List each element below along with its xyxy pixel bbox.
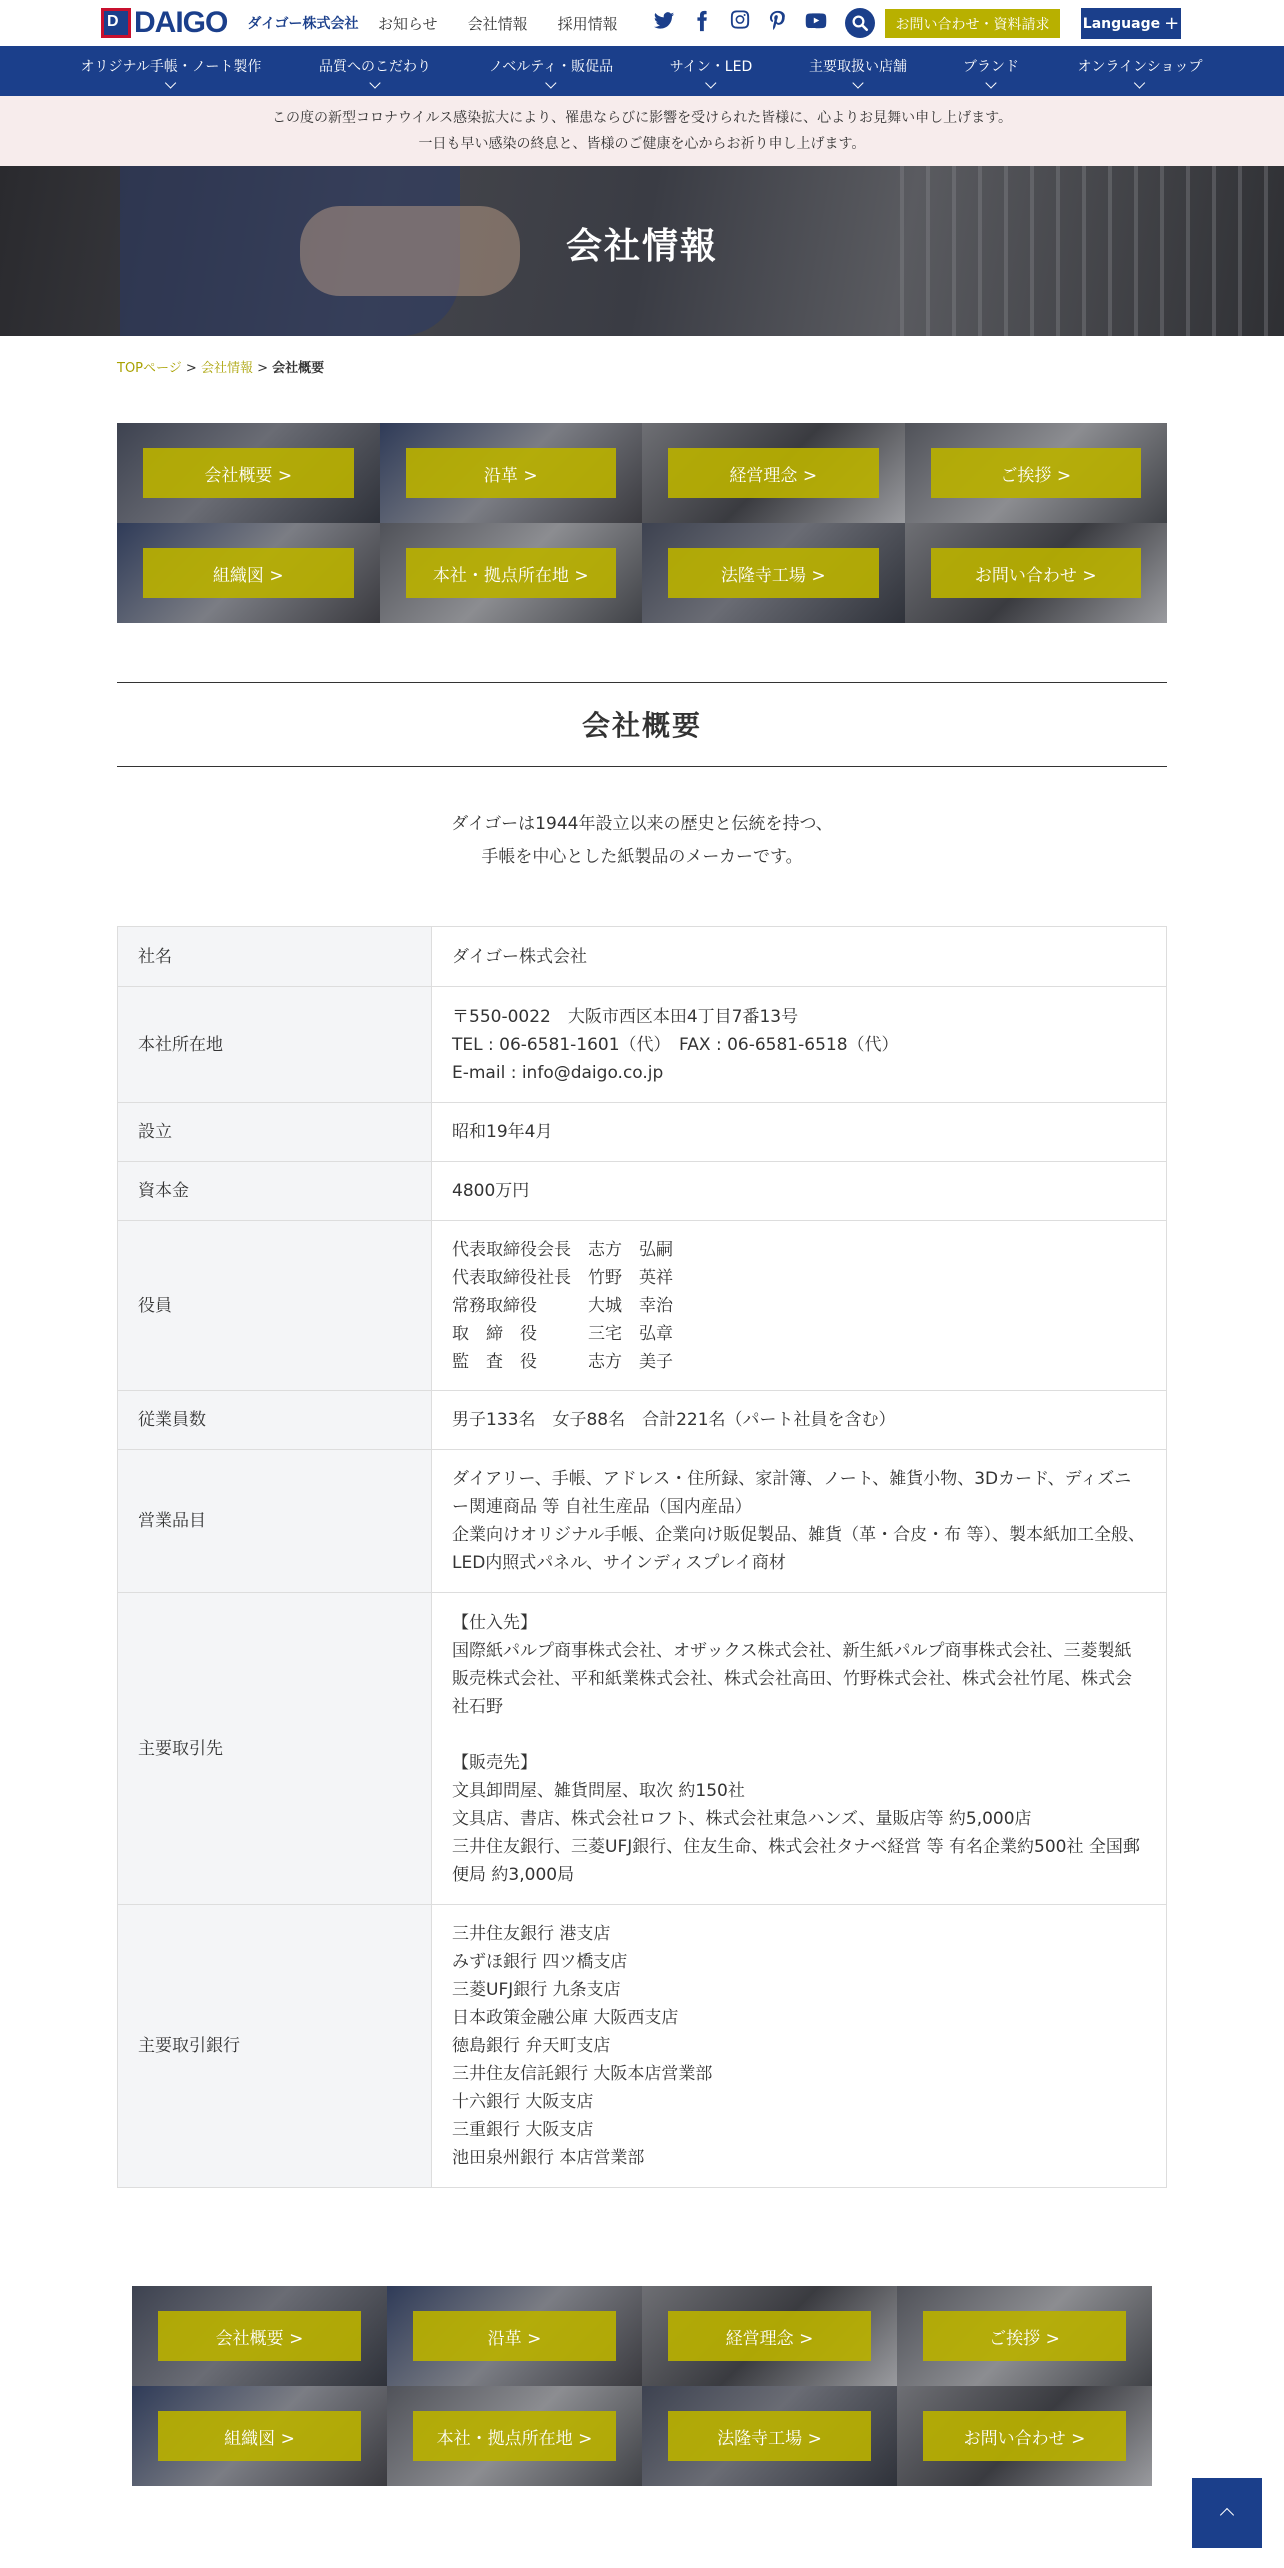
submenu-overview[interactable]: 会社概要 > — [143, 448, 354, 498]
submenu-locations[interactable]: 本社・拠点所在地 > — [406, 548, 617, 598]
hero-banner — [0, 166, 1284, 336]
row-label: 設立 — [118, 1103, 432, 1162]
row-value: 三井住友銀行 港支店 みずほ銀行 四ツ橋支店 三菱UFJ銀行 九条支店 日本政策金融公庫 大阪西支店 徳島銀行 弁天町支店 三井住友信託銀行 大阪本店営業部 十六銀行 大阪支店 三重銀行 大阪支店 池田泉州銀行 本店営業部 — [432, 1905, 1167, 2188]
global-nav — [0, 46, 1284, 96]
row-value: 4800万円 — [432, 1162, 1167, 1221]
nav-novelty[interactable]: ノベルティ・販促品 — [489, 56, 613, 87]
company-submenu-top — [117, 423, 1167, 623]
submenu-horyuji-factory[interactable]: 法隆寺工場 > — [668, 2411, 871, 2461]
notice-line-1: この度の新型コロナウイルス感染拡大により、罹患ならびに影響を受けられた皆様に、心よりお見舞い申し上げます。 — [271, 110, 1013, 126]
chevron-down-icon — [852, 77, 863, 88]
chevron-down-icon — [545, 77, 556, 88]
row-value: 昭和19年4月 — [432, 1103, 1167, 1162]
chevron-up-icon — [1220, 2508, 1234, 2522]
facebook-icon[interactable] — [691, 10, 713, 32]
contact-button[interactable]: お問い合わせ・資料請求 — [885, 9, 1060, 38]
language-label: Language — [1082, 15, 1161, 32]
submenu-greeting[interactable]: ご挨拶 > — [931, 448, 1142, 498]
breadcrumb-home[interactable]: TOPページ — [117, 361, 182, 376]
back-to-top-button[interactable] — [1192, 2478, 1262, 2548]
row-value: 【仕入先】 国際紙パルプ商事株式会社、オザックス株式会社、新生紙パルプ商事株式会社、三菱製紙販売株式会社、平和紙業株式会社、株式会社高田、竹野株式会社、株式会社竹尾、株式会社石野 【販売先】 文具卸問屋、雑貨問屋、取次 約150社 文具店、書店、株式会社ロフト、株式会社東急ハンズ、量販店等 約5,000店 三井住友銀行、三菱UFJ銀行、住友生命、株式会社タナベ経営 等 有名企業約500社 全国郵便局 約3,000局 — [432, 1593, 1167, 1905]
top-header — [0, 0, 1284, 46]
table-row — [118, 1905, 1167, 2188]
row-value: 〒550-0022 大阪市西区本田4丁目7番13号 TEL : 06-6581-1601（代） FAX : 06-6581-6518（代） E-mail : info@daigo.co.jp — [432, 987, 1167, 1103]
row-value: 男子133名 女子88名 合計221名（パート社員を含む） — [432, 1391, 1167, 1450]
row-label: 主要取引銀行 — [118, 1905, 432, 2188]
submenu-overview[interactable]: 会社概要 > — [158, 2311, 361, 2361]
breadcrumb-current: 会社概要 — [272, 361, 325, 376]
row-label: 役員 — [118, 1221, 432, 1391]
row-value: ダイアリー、手帳、アドレス・住所録、家計簿、ノート、雑貨小物、3Dカード、ディズニー関連商品 等 自社生産品（国内産品） 企業向けオリジナル手帳、企業向け販促製品、雑貨（革・合皮・布 等）、製本紙加工全般、LED内照式パネル、サインディスプレイ商材 — [432, 1450, 1167, 1593]
submenu-horyuji-factory[interactable]: 法隆寺工場 > — [668, 548, 879, 598]
submenu-greeting[interactable]: ご挨拶 > — [923, 2311, 1126, 2361]
covid-notice — [0, 96, 1284, 166]
nav-stores[interactable]: 主要取扱い店舗 — [809, 56, 907, 87]
chevron-down-icon — [165, 77, 176, 88]
page-title: 会社情報 — [565, 226, 718, 267]
company-submenu-bottom — [132, 2286, 1152, 2486]
logo[interactable] — [101, 6, 359, 40]
top-links — [378, 13, 618, 34]
nav-quality[interactable]: 品質へのこだわり — [319, 56, 431, 87]
chevron-down-icon — [369, 77, 380, 88]
submenu-contact[interactable]: お問い合わせ > — [931, 548, 1142, 598]
section-lead: ダイゴーは1944年設立以来の歴史と伝統を持つ、 手帳を中心とした紙製品のメーカーです。 — [451, 814, 833, 867]
submenu-locations[interactable]: 本社・拠点所在地 > — [413, 2411, 616, 2461]
chevron-down-icon — [705, 77, 716, 88]
table-row — [118, 1162, 1167, 1221]
submenu-organization[interactable]: 組織図 > — [158, 2411, 361, 2461]
link-news[interactable]: お知らせ — [378, 15, 438, 33]
section-title: 会社概要 — [117, 682, 1167, 767]
search-icon — [851, 14, 869, 32]
table-row — [118, 1593, 1167, 1905]
logo-text: DAIGO — [134, 6, 228, 39]
submenu-history[interactable]: 沿革 > — [413, 2311, 616, 2361]
company-profile-table — [117, 926, 1167, 2188]
nav-brand[interactable]: ブランド — [963, 56, 1019, 87]
instagram-icon[interactable] — [729, 10, 751, 32]
nav-sign-led[interactable]: サイン・LED — [670, 56, 752, 87]
submenu-philosophy[interactable]: 経営理念 > — [668, 2311, 871, 2361]
row-label: 主要取引先 — [118, 1593, 432, 1905]
submenu-organization[interactable]: 組織図 > — [143, 548, 354, 598]
twitter-icon[interactable] — [653, 10, 675, 32]
youtube-icon[interactable] — [805, 10, 827, 32]
row-label: 本社所在地 — [118, 987, 432, 1103]
chevron-down-icon — [1134, 77, 1145, 88]
company-name: ダイゴー株式会社 — [247, 16, 359, 32]
table-row — [118, 1103, 1167, 1162]
table-row — [118, 1221, 1167, 1391]
row-value: ダイゴー株式会社 — [432, 927, 1167, 987]
pinterest-icon[interactable] — [767, 10, 789, 32]
row-value: 代表取締役会長 志方 弘嗣 代表取締役社長 竹野 英祥 常務取締役 大城 幸治 取 締 役 三宅 弘章 監 査 役 志方 美子 — [432, 1221, 1167, 1391]
search-button[interactable] — [845, 8, 875, 38]
row-label: 社名 — [118, 927, 432, 987]
breadcrumb: TOPページ > 会社情報 > 会社概要 — [117, 361, 325, 376]
breadcrumb-company[interactable]: 会社情報 — [200, 361, 253, 376]
sns-links — [653, 10, 827, 32]
table-row — [118, 987, 1167, 1103]
row-label: 営業品目 — [118, 1450, 432, 1593]
table-row — [118, 1450, 1167, 1593]
notice-line-2: 一日も早い感染の終息と、皆様のご健康を心からお祈り申し上げます。 — [418, 136, 866, 152]
submenu-history[interactable]: 沿革 > — [406, 448, 617, 498]
submenu-contact[interactable]: お問い合わせ > — [923, 2411, 1126, 2461]
plus-icon: + — [1164, 13, 1180, 34]
email-link[interactable]: E-mail : info@daigo.co.jp — [452, 1062, 664, 1083]
language-button[interactable] — [1081, 8, 1181, 39]
chevron-down-icon — [985, 77, 996, 88]
submenu-philosophy[interactable]: 経営理念 > — [668, 448, 879, 498]
table-row — [118, 927, 1167, 987]
nav-original-notebook[interactable]: オリジナル手帳・ノート製作 — [81, 56, 262, 87]
row-label: 資本金 — [118, 1162, 432, 1221]
link-recruit[interactable]: 採用情報 — [557, 15, 618, 33]
row-label: 従業員数 — [118, 1391, 432, 1450]
link-company[interactable]: 会社情報 — [467, 15, 528, 33]
logo-mark: D — [101, 8, 131, 38]
table-row — [118, 1391, 1167, 1450]
nav-online-shop[interactable]: オンラインショップ — [1078, 56, 1203, 87]
